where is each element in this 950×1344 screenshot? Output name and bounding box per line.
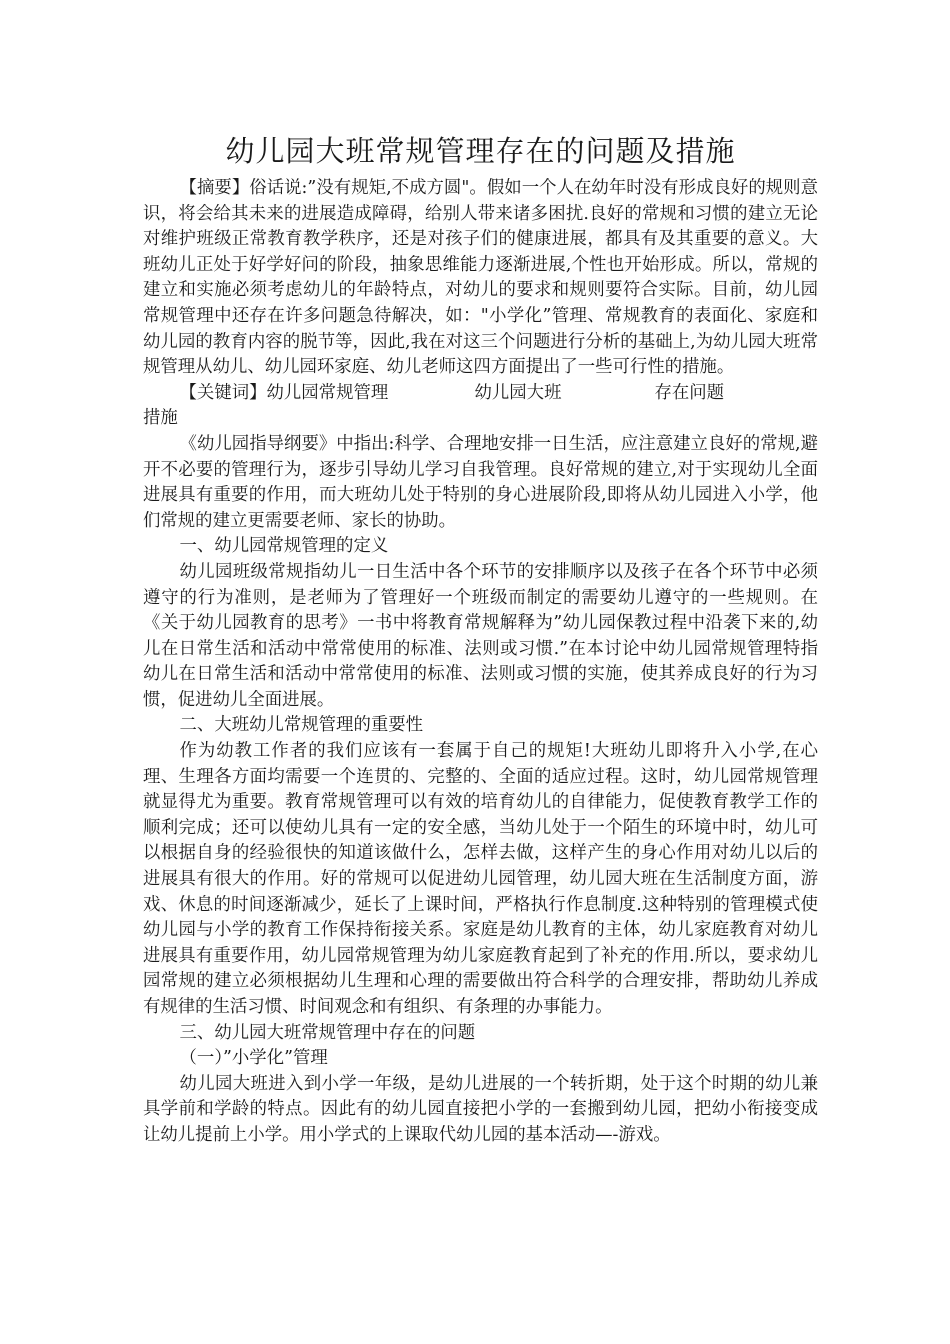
subsection-heading-3-1: （一）”小学化”管理 (179, 1048, 328, 1069)
keyword-item: 措施 (143, 408, 178, 429)
keyword-item: 存在问题 (654, 382, 725, 403)
subsection-body-3-1: 幼儿园大班进入到小学一年级，是幼儿进展的一个转折期，处于这个时期的幼儿兼具学前和学龄的特点。因此有的幼儿园直接把小学的一套搬到幼儿园，把幼小衔接变成让幼儿提前上小学。用小学式的上课取代幼儿园的基本活动—-游戏。 (143, 1073, 818, 1145)
section-heading-3: 三、幼儿园大班常规管理中存在的问题 (179, 1022, 476, 1043)
section-body-1: 幼儿园班级常规指幼儿一日生活中各个环节的安排顺序以及孩子在各个环节中必须遵守的行为准则，是老师为了管理好一个班级而制定的需要幼儿遵守的一些规则。在《关于幼儿园教育的思考》一书中将教育常规解释为”幼儿园保教过程中沿袭下来的,幼儿在日常生活和活动中常常使用的标准、法则或习惯.”在本讨论中幼儿园常规管理特指幼儿在日常生活和活动中常常使用的标准、法则或习惯的实施，使其养成良好的行为习惯，促进幼儿全面进展。 (143, 561, 818, 710)
abstract-paragraph: 【摘要】俗话说:”没有规矩,不成方圆"。假如一个人在幼年时没有形成良好的规则意识，将会给其未来的进展造成障碍，给别人带来诸多困扰.良好的常规和习惯的建立无论对维护班级正常教育教学秩序，还是对孩子们的健康进展，都具有及其重要的意义。大班幼儿正处于好学好问的阶段，抽象思维能力逐渐进展,个性也开始形成。所以，常规的建立和实施必须考虑幼儿的年龄特点，对幼儿的要求和规则要符合实际。目前，幼儿园常规管理中还存在许多问题急待解决，如："小学化”管理、常规教育的表面化、家庭和幼儿园的教育内容的脱节等，因此,我在对这三个问题进行分析的基础上,为幼儿园大班常规管理从幼儿、幼儿园环家庭、幼儿老师这四方面提出了一些可行性的措施。 (143, 178, 818, 378)
keyword-item: 幼儿园常规管理 (266, 382, 389, 403)
document-page (143, 128, 818, 1149)
section-heading-1: 一、幼儿园常规管理的定义 (179, 536, 389, 557)
section-heading-2: 二、大班幼儿常规管理的重要性 (179, 715, 424, 736)
keywords-label: 【关键词】 (179, 382, 267, 403)
section-body-2: 作为幼教工作者的我们应该有一套属于自己的规矩!大班幼儿即将升入小学,在心理、生理各方面均需要一个连贯的、完整的、全面的适应过程。这时，幼儿园常规管理就显得尤为重要。教育常规管理可以有效的培育幼儿的自律能力，促使教育教学工作的顺利完成；还可以使幼儿具有一定的安全感，当幼儿处于一个陌生的环境中时，幼儿可以根据自身的经验很快的知道该做什么，怎样去做，这样产生的身心作用对幼儿以后的进展具有很大的作用。好的常规可以促进幼儿园管理，幼儿园大班在生活制度方面，游戏、休息的时间逐渐减少，延长了上课时间，严格执行作息制度.这种特别的管理模式使幼儿园与小学的教育工作保持衔接关系。家庭是幼儿教育的主体，幼儿家庭教育对幼儿进展具有重要作用，幼儿园常规管理为幼儿家庭教育起到了补充的作用.所以，要求幼儿园常规的建立必须根据幼儿生理和心理的需要做出符合科学的合理安排，帮助幼儿养成有规律的生活习惯、时间观念和有组织、有条理的办事能力。 (143, 741, 818, 1017)
keyword-item: 幼儿园大班 (474, 382, 562, 403)
keywords-line (143, 381, 818, 432)
intro-paragraph: 《幼儿园指导纲要》中指出:科学、合理地安排一日生活，应注意建立良好的常规,避开不必要的管理行为，逐步引导幼儿学习自我管理。良好常规的建立,对于实现幼儿全面进展具有重要的作用，而大班幼儿处于特别的身心进展阶段,即将从幼儿园进入小学，他们常规的建立更需要老师、家长的协助。 (143, 433, 818, 531)
document-title: 幼儿园大班常规管理存在的问题及措施 (225, 134, 736, 168)
